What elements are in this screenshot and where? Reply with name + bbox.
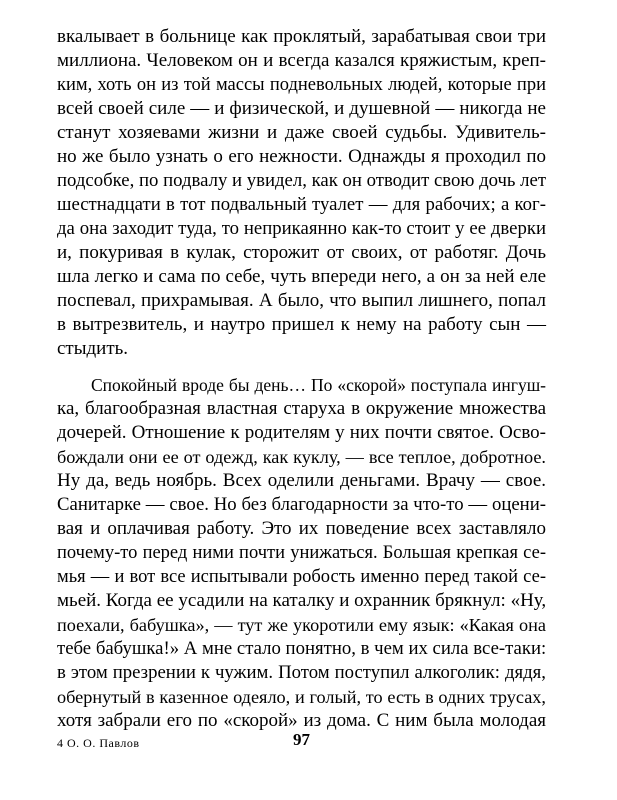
text-line: дочерей. Отношение к родителям у них почти святое. Осво- — [57, 422, 546, 443]
text-line: шестнадцати в тот подвальный туалет — для рабочих; а ког- — [57, 194, 546, 215]
text-line: мьей. Когда ее усадили на каталку и охранник брякнул: «Ну, — [57, 590, 547, 611]
text-line: подсобке, по подвалу и увидел, как он отводит свою дочь лет — [57, 170, 547, 191]
text-line: Ну да, ведь ноябрь. Всех оделили деньгами. Врачу — свое. — [57, 470, 546, 491]
text-line: тебе бабушка!» А мне стало понятно, в чем их сила все-таки: — [57, 638, 547, 659]
text-line: поспевал, прихрамывая. А было, что выпил лишнего, попал — [57, 290, 546, 311]
text-line: в вытрезвитель, и наутро пришел к нему на работу сын — — [57, 314, 546, 335]
text-line: ким, хоть он из той массы подневольных людей, которые при — [57, 75, 546, 95]
text-line: станут хозяевами жизни и даже своей судьбы. Удивитель- — [57, 122, 546, 143]
text-line: обернутый в казенное одеяло, и голый, то есть в одних трусах, — [57, 687, 546, 707]
text-line: вкалывает в больнице как проклятый, зарабатывая свои три — [57, 26, 546, 47]
text-line: всей своей силе — и физической, и душевной — никогда не — [57, 98, 546, 119]
text-line: шла легко и сама по себе, чуть впереди него, а он за ней еле — [57, 266, 546, 287]
page-number: 97 — [293, 730, 310, 749]
text-line: но же было узнать о его нежности. Однажды я проходил по — [57, 146, 546, 167]
text-line: и, покуривая в кулак, сторожит от своих, от работяг. Дочь — [57, 242, 546, 263]
text-line: хотя забрали его по «скорой» из дома. С ним была молодая — [57, 710, 546, 731]
signature-mark: 4 О. О. Павлов — [57, 736, 140, 750]
text-line: мья — и вот все испытывали робость именно перед такой се- — [57, 567, 546, 587]
text-line: стыдить. — [57, 338, 129, 359]
text-line: миллиона. Человеком он и всегда казался кряжистым, креп- — [57, 50, 546, 71]
text-line: в этом презрении к чужим. Потом поступил алкоголик: дядя, — [57, 662, 546, 683]
text-line: бождали они ее от одежд, как куклу, — все теплое, добротное. — [57, 447, 546, 467]
text-line: поехали, бабушка», — тут же укоротили ему язык: «Какая она — [57, 615, 546, 635]
text-line: почему-то перед ними почти унижаться. Большая крепкая се- — [57, 543, 546, 563]
text-line: да она заходит туда, то неприкаянно как-то стоит у ее дверки — [57, 218, 546, 239]
text-line: вая и оплачивая работу. Это их поведение всех заставляло — [57, 518, 546, 539]
text-line: ка, благообразная властная старуха в окружение множества — [57, 398, 546, 419]
text-line: Спокойный вроде бы день… По «скорой» поступала ингуш- — [91, 375, 546, 395]
text-line: Санитарке — свое. Но без благодарности за что-то — оцени- — [57, 494, 546, 515]
